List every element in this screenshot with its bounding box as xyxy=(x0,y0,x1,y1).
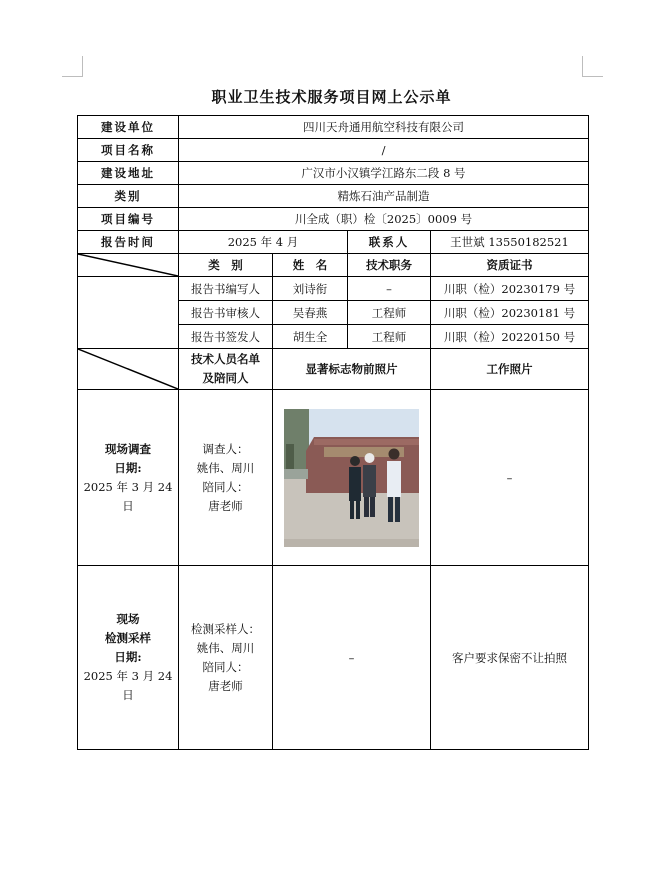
landmark-photo-illustration xyxy=(284,409,419,547)
corner-mark-right xyxy=(582,56,603,77)
label-project-no: 项目编号 xyxy=(78,208,179,231)
staff-cert: 川职（检）20230179 号 xyxy=(431,277,589,301)
landmark-photo xyxy=(284,409,419,547)
landmark-photo-cell xyxy=(273,390,431,566)
survey-people-line1: 调查人： xyxy=(202,441,249,456)
header-work-photo: 工作照片 xyxy=(431,349,589,390)
publicity-form xyxy=(77,115,589,750)
sampling-label xyxy=(78,566,179,750)
survey-date-line1: 2025 年 3 月 24 xyxy=(83,479,173,494)
header-role: 类 别 xyxy=(179,254,273,277)
sampling-people-line4: 唐老师 xyxy=(208,678,243,693)
survey-people xyxy=(179,390,273,566)
label-address: 建设地址 xyxy=(78,162,179,185)
sampling-row xyxy=(78,566,589,750)
row-report-time xyxy=(78,231,589,254)
row-address xyxy=(78,162,589,185)
value-contact: 王世斌 13550182521 xyxy=(431,231,589,254)
staff-name: 吴春燕 xyxy=(273,301,348,325)
sampling-people xyxy=(179,566,273,750)
sampling-work-photo: 客户要求保密不让拍照 xyxy=(431,566,589,750)
page-title: 职业卫生技术服务项目网上公示单 xyxy=(211,88,452,106)
sampling-people-line1: 检测采样人： xyxy=(191,621,260,636)
sampling-landmark-photo: – xyxy=(273,566,431,750)
photos-header-row xyxy=(78,349,589,390)
survey-people-line4: 唐老师 xyxy=(208,498,243,513)
value-project-name: / xyxy=(179,139,589,162)
diagonal-cell xyxy=(78,349,179,390)
header-name: 姓 名 xyxy=(273,254,348,277)
value-category: 精炼石油产品制造 xyxy=(179,185,589,208)
survey-label-line1: 现场调查 xyxy=(105,441,151,456)
staff-cert: 川职（检）20220150 号 xyxy=(431,325,589,349)
sampling-label-line1: 现场 xyxy=(116,612,140,626)
value-unit: 四川天舟通用航空科技有限公司 xyxy=(179,116,589,139)
row-project-name xyxy=(78,139,589,162)
label-report-time: 报告时间 xyxy=(78,231,179,254)
value-report-time: 2025 年 4 月 xyxy=(179,231,348,254)
staff-row xyxy=(78,277,589,301)
label-category: 类别 xyxy=(78,185,179,208)
staff-title: 工程师 xyxy=(348,301,431,325)
row-project-no xyxy=(78,208,589,231)
staff-role: 报告书审核人 xyxy=(179,301,273,325)
survey-row xyxy=(78,390,589,566)
row-unit xyxy=(78,116,589,139)
survey-label xyxy=(78,390,179,566)
row-category xyxy=(78,185,589,208)
survey-date-line2: 日 xyxy=(122,498,134,513)
header-title: 技术职务 xyxy=(348,254,431,277)
sampling-date-line1: 2025 年 3 月 24 xyxy=(83,669,173,683)
value-project-no: 川全成（职）检〔2025〕0009 号 xyxy=(179,208,589,231)
sampling-label-line3: 日期: xyxy=(114,650,142,664)
staff-name: 胡生全 xyxy=(273,325,348,349)
survey-people-line2: 姚伟、周川 xyxy=(196,460,255,475)
staff-cert: 川职（检）20230181 号 xyxy=(431,301,589,325)
corner-mark-left xyxy=(62,56,83,77)
staff-title: – xyxy=(348,277,431,301)
survey-work-photo: – xyxy=(431,390,589,566)
sampling-label-line2: 检测采样 xyxy=(105,631,151,645)
staff-name: 刘诗衔 xyxy=(273,277,348,301)
header-cert: 资质证书 xyxy=(431,254,589,277)
sampling-date-line2: 日 xyxy=(122,688,134,702)
staff-title: 工程师 xyxy=(348,325,431,349)
header-staff-list-line1: 技术人员名单 xyxy=(191,352,260,366)
staff-header-row xyxy=(78,254,589,277)
label-project-name: 项目名称 xyxy=(78,139,179,162)
sampling-people-line3: 陪同人： xyxy=(202,659,249,674)
header-staff-list-line2: 及陪同人 xyxy=(202,371,249,385)
diagonal-cell xyxy=(78,254,179,277)
header-landmark-photo: 显著标志物前照片 xyxy=(273,349,431,390)
header-staff-list xyxy=(179,349,273,390)
label-unit: 建设单位 xyxy=(78,116,179,139)
survey-people-line3: 陪同人： xyxy=(202,479,249,494)
staff-role: 报告书签发人 xyxy=(179,325,273,349)
staff-blank-cell xyxy=(78,277,179,349)
value-address: 广汉市小汉镇学江路东二段 8 号 xyxy=(179,162,589,185)
label-contact: 联系人 xyxy=(348,231,431,254)
survey-label-line2: 日期: xyxy=(114,460,142,475)
staff-role: 报告书编写人 xyxy=(179,277,273,301)
sampling-people-line2: 姚伟、周川 xyxy=(196,640,255,655)
